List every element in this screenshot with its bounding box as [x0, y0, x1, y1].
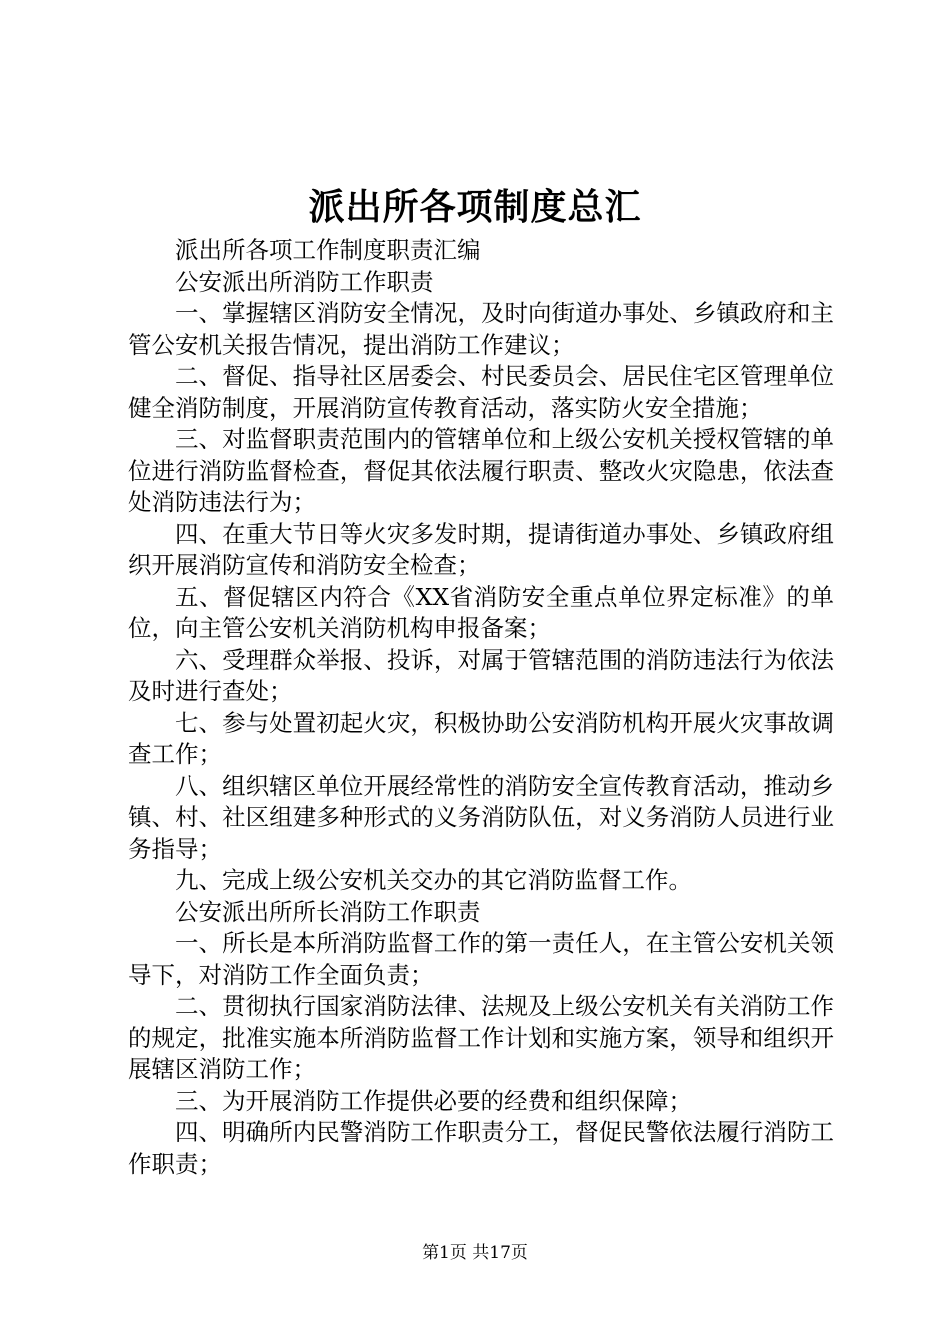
paragraph: 六、受理群众举报、投诉，对属于管辖范围的消防违法行为依法及时进行查处； — [128, 645, 834, 705]
paragraph: 三、对监督职责范围内的管辖单位和上级公安机关授权管辖的单位进行消防监督检查，督促其依法履行职责、整改火灾隐患，依法查处消防违法行为； — [128, 425, 834, 516]
paragraph: 二、贯彻执行国家消防法律、法规及上级公安机关有关消防工作的规定，批准实施本所消防监督工作计划和实施方案，领导和组织开展辖区消防工作； — [128, 992, 834, 1083]
document-body — [128, 235, 834, 1180]
paragraph: 四、明确所内民警消防工作职责分工，督促民警依法履行消防工作职责； — [128, 1118, 834, 1178]
section-heading: 公安派出所所长消防工作职责 — [175, 897, 481, 926]
paragraph: 派出所各项工作制度职责汇编 — [175, 236, 481, 264]
paragraph: 五、督促辖区内符合《XX省消防安全重点单位界定标准》的单位，向主管公安机关消防机构申报备案； — [128, 582, 834, 642]
paragraph: 一、所长是本所消防监督工作的第一责任人，在主管公安机关领导下，对消防工作全面负责； — [128, 929, 834, 989]
section-heading: 公安派出所消防工作职责 — [175, 267, 434, 296]
paragraph: 一、掌握辖区消防安全情况，及时向街道办事处、乡镇政府和主管公安机关报告情况，提出消防工作建议； — [128, 299, 834, 359]
page-number-footer: 第1页 共17页 — [422, 1243, 528, 1263]
paragraph: 七、参与处置初起火灾，积极协助公安消防机构开展火灾事故调查工作； — [128, 708, 834, 768]
paragraph: 二、督促、指导社区居委会、村民委员会、居民住宅区管理单位健全消防制度，开展消防宣传教育活动，落实防火安全措施； — [128, 362, 834, 422]
paragraph: 九、完成上级公安机关交办的其它消防监督工作。 — [175, 866, 692, 894]
paragraph: 四、在重大节日等火灾多发时期，提请街道办事处、乡镇政府组织开展消防宣传和消防安全检查； — [128, 519, 834, 579]
paragraph: 三、为开展消防工作提供必要的经费和组织保障； — [175, 1086, 692, 1115]
paragraph: 八、组织辖区单位开展经常性的消防安全宣传教育活动，推动乡镇、村、社区组建多种形式的义务消防队伍，对义务消防人员进行业务指导； — [128, 771, 834, 863]
document-title: 派出所各项制度总汇 — [308, 186, 642, 228]
